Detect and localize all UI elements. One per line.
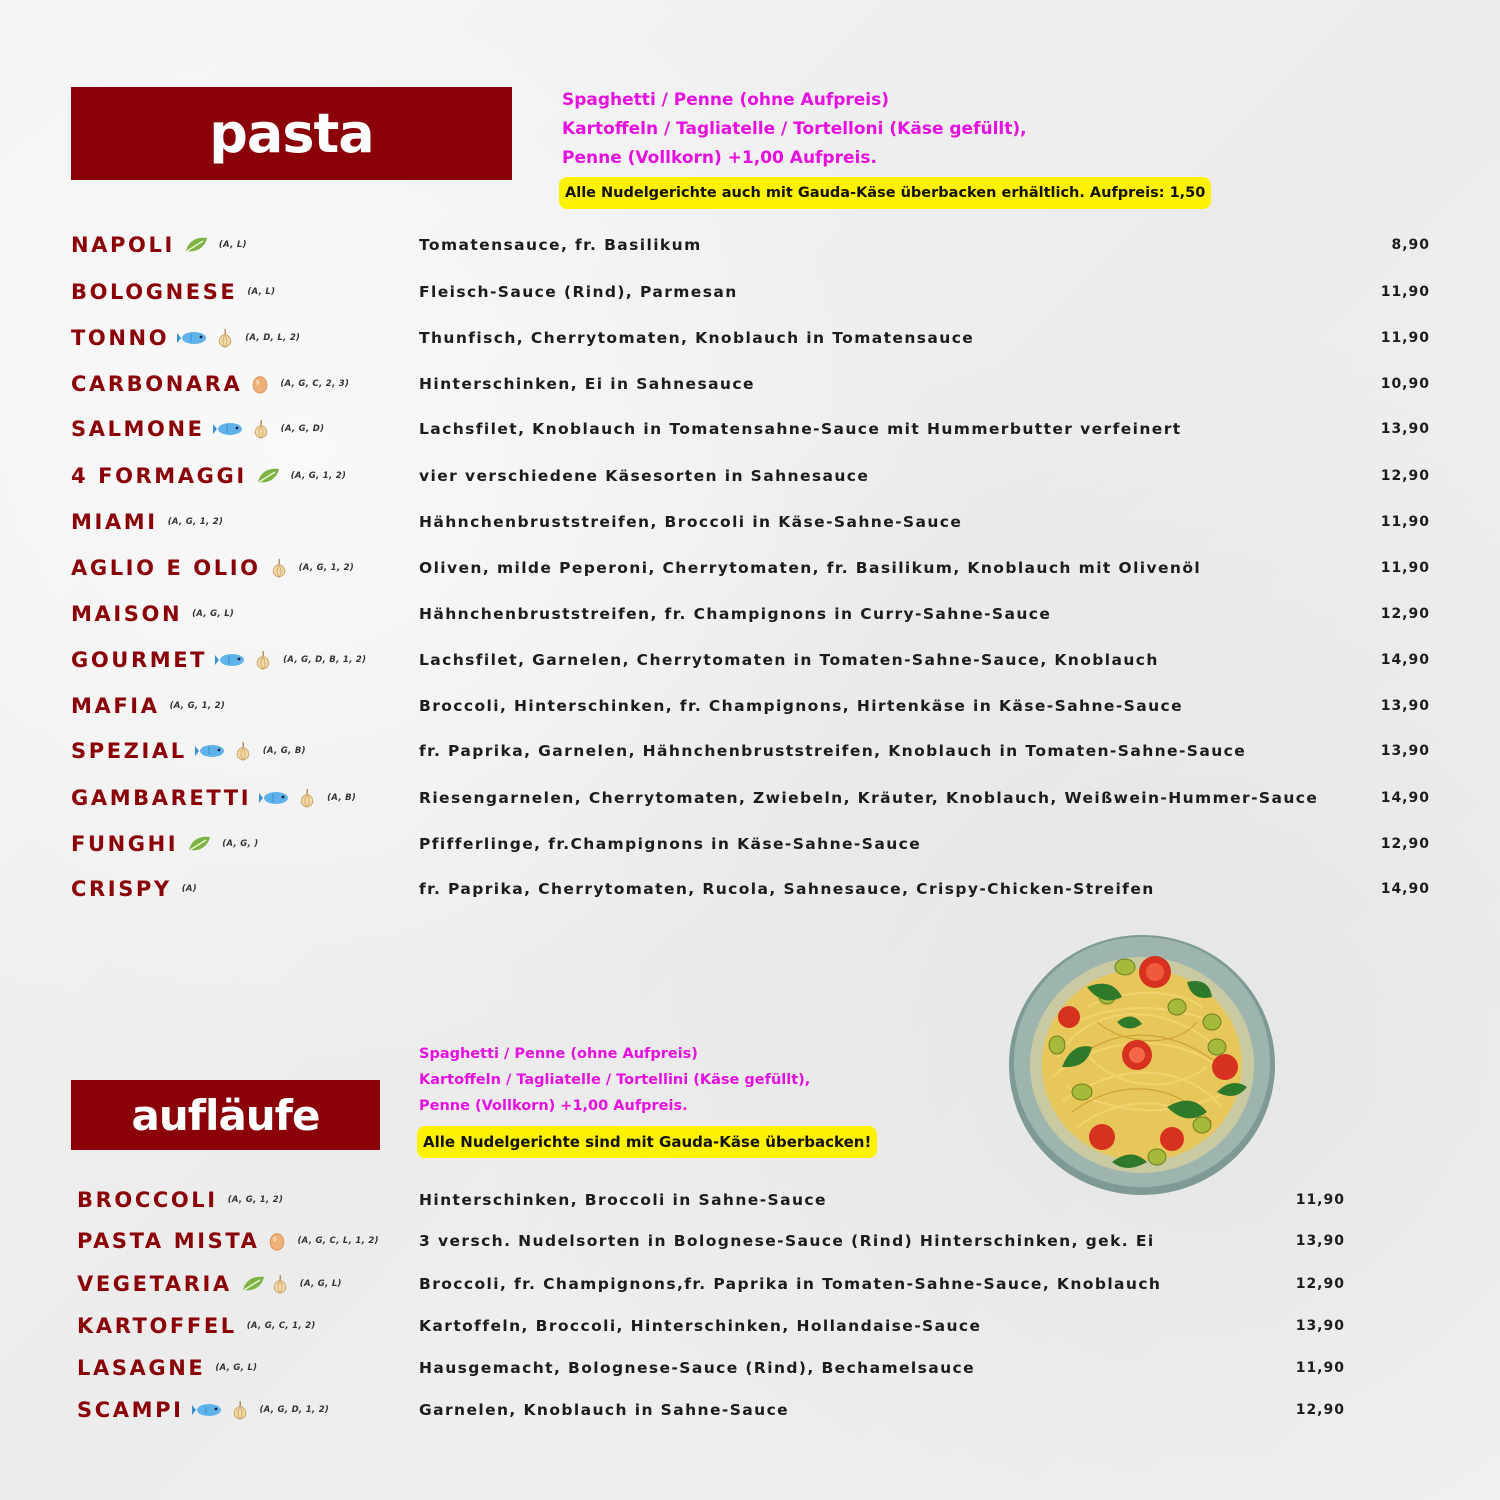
auflauf-menu-item: [0, 1264, 1500, 1304]
allergen-codes: (A, G, L): [299, 1279, 342, 1289]
fish-icon: [192, 1400, 226, 1420]
dish-description: Tomatensauce, fr. Basilikum: [419, 236, 702, 254]
garlic-icon: [230, 1400, 250, 1420]
dish-price: 12,90: [1380, 606, 1430, 622]
garlic-icon: [253, 650, 273, 670]
garlic-icon: [270, 1274, 290, 1294]
dish-price: 11,90: [1380, 284, 1430, 300]
dish-description: Lachsfilet, Knoblauch in Tomatensahne-Sauce mit Hummerbutter verfeinert: [419, 420, 1182, 438]
dish-icons: [195, 741, 253, 761]
pasta-menu-item: [0, 409, 1500, 449]
dish-name-group: [71, 225, 247, 265]
dish-name: GOURMET: [71, 648, 208, 672]
dish-price: 11,90: [1295, 1192, 1345, 1208]
dish-name: FUNGHI: [71, 832, 179, 856]
leaf-icon: [183, 235, 209, 255]
dish-price: 14,90: [1380, 652, 1430, 668]
dish-description: Fleisch-Sauce (Rind), Parmesan: [419, 283, 738, 301]
dish-name: KARTOFFEL: [77, 1314, 237, 1338]
dish-price: 12,90: [1380, 468, 1430, 484]
dish-name: NAPOLI: [71, 233, 175, 257]
dish-price: 13,90: [1295, 1233, 1345, 1249]
dish-description: fr. Paprika, Cherrytomaten, Rucola, Sahnesauce, Crispy-Chicken-Streifen: [419, 880, 1155, 898]
pasta-menu-item: [0, 731, 1500, 771]
dish-name-group: [71, 409, 324, 449]
dish-description: fr. Paprika, Garnelen, Hähnchenbruststreifen, Knoblauch in Tomaten-Sahne-Sauce: [419, 742, 1247, 760]
pasta-cheese-highlight: Alle Nudelgerichte auch mit Gauda-Käse überbacken erhältlich. Aufpreis: 1,50: [559, 177, 1211, 209]
fish-icon: [177, 328, 211, 348]
auflauf-menu-item: [0, 1306, 1500, 1346]
pasta-options-note: [562, 86, 1027, 173]
allergen-codes: (A, G, B): [262, 746, 306, 756]
garlic-icon: [233, 741, 253, 761]
dish-price: 13,90: [1380, 421, 1430, 437]
pasta-note-line: Spaghetti / Penne (ohne Aufpreis): [562, 90, 890, 110]
dish-name: SCAMPI: [77, 1398, 184, 1422]
dish-name-group: [71, 640, 366, 680]
allergen-codes: (A, G, 1, 2): [169, 701, 226, 711]
allergen-codes: (A, G, L): [215, 1363, 258, 1373]
dish-name-group: [71, 869, 197, 909]
dish-description: Garnelen, Knoblauch in Sahne-Sauce: [419, 1401, 790, 1419]
dish-name: BROCCOLI: [77, 1188, 218, 1212]
allergen-codes: (A, G, C, 1, 2): [246, 1321, 316, 1331]
allergen-codes: (A, G, 1, 2): [227, 1195, 284, 1205]
dish-description: Hinterschinken, Ei in Sahnesauce: [419, 375, 755, 393]
dish-description: Broccoli, fr. Champignons,fr. Paprika in Tomaten-Sahne-Sauce, Knoblauch: [419, 1275, 1162, 1293]
dish-icons: [269, 558, 289, 578]
dish-name-group: [71, 731, 306, 771]
auflaeufe-section-title: aufläufe: [71, 1080, 380, 1150]
dish-name-group: [71, 824, 258, 864]
dish-name: GAMBARETTI: [71, 786, 252, 810]
dish-description: Lachsfilet, Garnelen, Cherrytomaten in Tomaten-Sahne-Sauce, Knoblauch: [419, 651, 1159, 669]
allergen-codes: (A, G, 1, 2): [298, 563, 355, 573]
pasta-menu-item: [0, 318, 1500, 358]
dish-name: AGLIO E OLIO: [71, 556, 261, 580]
pasta-menu-item: [0, 640, 1500, 680]
pasta-menu-item: [0, 456, 1500, 496]
egg-icon: [250, 374, 270, 394]
garlic-icon: [297, 788, 317, 808]
dish-icons: [213, 419, 271, 439]
dish-price: 11,90: [1380, 560, 1430, 576]
dish-name-group: [77, 1348, 257, 1388]
allergen-codes: (A, G, C, L, 1, 2): [297, 1236, 379, 1246]
dish-icons: [186, 834, 212, 854]
dish-name-group: [71, 364, 349, 404]
dish-name-group: [71, 686, 225, 726]
dish-name: MAFIA: [71, 694, 160, 718]
dish-name: CRISPY: [71, 877, 172, 901]
dish-name: MAISON: [71, 602, 183, 626]
auflauf-menu-item: [0, 1390, 1500, 1430]
dish-icons: [240, 1274, 290, 1294]
allergen-codes: (A, G, 1, 2): [290, 471, 347, 481]
dish-icons: [267, 1231, 287, 1251]
dish-name: CARBONARA: [71, 372, 243, 396]
fish-icon: [215, 650, 249, 670]
dish-name-group: [77, 1264, 342, 1304]
auflaeufe-options-note: [419, 1041, 810, 1119]
dish-description: Broccoli, Hinterschinken, fr. Champignons, Hirtenkäse in Käse-Sahne-Sauce: [419, 697, 1184, 715]
fish-icon: [195, 741, 229, 761]
dish-icons: [250, 374, 270, 394]
dish-price: 11,90: [1380, 514, 1430, 530]
pasta-menu-item: [0, 824, 1500, 864]
dish-description: Hähnchenbruststreifen, fr. Champignons in Curry-Sahne-Sauce: [419, 605, 1052, 623]
garlic-icon: [269, 558, 289, 578]
dish-description: Thunfisch, Cherrytomaten, Knoblauch in Tomatensauce: [419, 329, 975, 347]
dish-name-group: [71, 272, 275, 312]
dish-name-group: [71, 502, 223, 542]
dish-name: LASAGNE: [77, 1356, 206, 1380]
pasta-note-line: Kartoffeln / Tagliatelle / Tortelloni (Käse gefüllt),: [562, 119, 1027, 139]
dish-description: Riesengarnelen, Cherrytomaten, Zwiebeln, Kräuter, Knoblauch, Weißwein-Hummer-Sauce: [419, 789, 1319, 807]
allergen-codes: (A, D, L, 2): [245, 333, 301, 343]
pasta-menu-item: [0, 778, 1500, 818]
pasta-menu-item: [0, 502, 1500, 542]
dish-price: 14,90: [1380, 790, 1430, 806]
pasta-note-line: Penne (Vollkorn) +1,00 Aufpreis.: [562, 148, 877, 168]
allergen-codes: (A, G, D, 1, 2): [259, 1405, 330, 1415]
dish-price: 11,90: [1295, 1360, 1345, 1376]
allergen-codes: (A, G, C, 2, 3): [280, 379, 350, 389]
dish-description: Oliven, milde Peperoni, Cherrytomaten, fr. Basilikum, Knoblauch mit Olivenöl: [419, 559, 1202, 577]
allergen-codes: (A, B): [327, 793, 357, 803]
pasta-menu-item: [0, 364, 1500, 404]
pasta-menu-item: [0, 272, 1500, 312]
dish-name: BOLOGNESE: [71, 280, 238, 304]
dish-icons: [192, 1400, 250, 1420]
auflauf-menu-item: [0, 1348, 1500, 1388]
dish-icons: [255, 466, 281, 486]
dish-description: Hausgemacht, Bolognese-Sauce (Rind), Bechamelsauce: [419, 1359, 976, 1377]
dish-description: vier verschiedene Käsesorten in Sahnesauce: [419, 467, 870, 485]
pasta-section-title: pasta: [71, 87, 512, 180]
dish-name-group: [71, 594, 234, 634]
fish-icon: [213, 419, 247, 439]
pasta-menu-item: [0, 225, 1500, 265]
dish-price: 11,90: [1380, 330, 1430, 346]
dish-name-group: [77, 1306, 316, 1346]
dish-description: Kartoffeln, Broccoli, Hinterschinken, Hollandaise-Sauce: [419, 1317, 982, 1335]
dish-name: MIAMI: [71, 510, 158, 534]
dish-description: Pfifferlinge, fr.Champignons in Käse-Sahne-Sauce: [419, 835, 922, 853]
leaf-icon: [255, 466, 281, 486]
dish-price: 14,90: [1380, 881, 1430, 897]
dish-name: 4 FORMAGGI: [71, 464, 247, 488]
allergen-codes: (A): [181, 884, 197, 894]
pasta-menu-item: [0, 686, 1500, 726]
allergen-codes: (A, G, 1, 2): [167, 517, 224, 527]
dish-icons: [177, 328, 235, 348]
dish-name-group: [71, 456, 346, 496]
auflaeufe-note-line: Penne (Vollkorn) +1,00 Aufpreis.: [419, 1098, 688, 1114]
dish-name-group: [77, 1390, 329, 1430]
allergen-codes: (A, G, L): [192, 609, 235, 619]
dish-description: Hähnchenbruststreifen, Broccoli in Käse-Sahne-Sauce: [419, 513, 963, 531]
dish-price: 13,90: [1295, 1318, 1345, 1334]
allergen-codes: (A, G, D): [280, 424, 325, 434]
pasta-bowl-image: [1007, 927, 1277, 1197]
pasta-menu-item: [0, 594, 1500, 634]
dish-icons: [259, 788, 317, 808]
dish-icons: [215, 650, 273, 670]
dish-name: SPEZIAL: [71, 739, 187, 763]
dish-name-group: [71, 318, 300, 358]
auflaeufe-note-line: Spaghetti / Penne (ohne Aufpreis): [419, 1046, 698, 1062]
dish-name: TONNO: [71, 326, 170, 350]
dish-name: SALMONE: [71, 417, 205, 441]
dish-price: 12,90: [1380, 836, 1430, 852]
leaf-icon: [240, 1274, 266, 1294]
auflaeufe-cheese-highlight: Alle Nudelgerichte sind mit Gauda-Käse überbacken!: [417, 1126, 877, 1158]
dish-name-group: [71, 548, 354, 588]
allergen-codes: (A, L): [247, 287, 276, 297]
dish-price: 10,90: [1380, 376, 1430, 392]
fish-icon: [259, 788, 293, 808]
dish-price: 13,90: [1380, 698, 1430, 714]
auflaeufe-note-line: Kartoffeln / Tagliatelle / Tortellini (Käse gefüllt),: [419, 1072, 811, 1088]
pasta-menu-item: [0, 869, 1500, 909]
dish-description: 3 versch. Nudelsorten in Bolognese-Sauce (Rind) Hinterschinken, gek. Ei: [419, 1232, 1155, 1250]
allergen-codes: (A, G, ): [222, 839, 259, 849]
dish-name-group: [71, 778, 356, 818]
egg-icon: [267, 1231, 287, 1251]
dish-name-group: [77, 1180, 283, 1220]
garlic-icon: [215, 328, 235, 348]
dish-price: 12,90: [1295, 1276, 1345, 1292]
dish-name: VEGETARIA: [77, 1272, 232, 1296]
allergen-codes: (A, L): [218, 240, 247, 250]
allergen-codes: (A, G, D, B, 1, 2): [283, 655, 367, 665]
dish-icons: [183, 235, 209, 255]
auflauf-menu-item: [0, 1221, 1500, 1261]
leaf-icon: [186, 834, 212, 854]
dish-price: 13,90: [1380, 743, 1430, 759]
pasta-menu-item: [0, 548, 1500, 588]
dish-price: 8,90: [1391, 237, 1430, 253]
dish-description: Hinterschinken, Broccoli in Sahne-Sauce: [419, 1191, 827, 1209]
dish-price: 12,90: [1295, 1402, 1345, 1418]
garlic-icon: [251, 419, 271, 439]
dish-name-group: [77, 1221, 379, 1261]
dish-name: PASTA MISTA: [77, 1229, 260, 1253]
